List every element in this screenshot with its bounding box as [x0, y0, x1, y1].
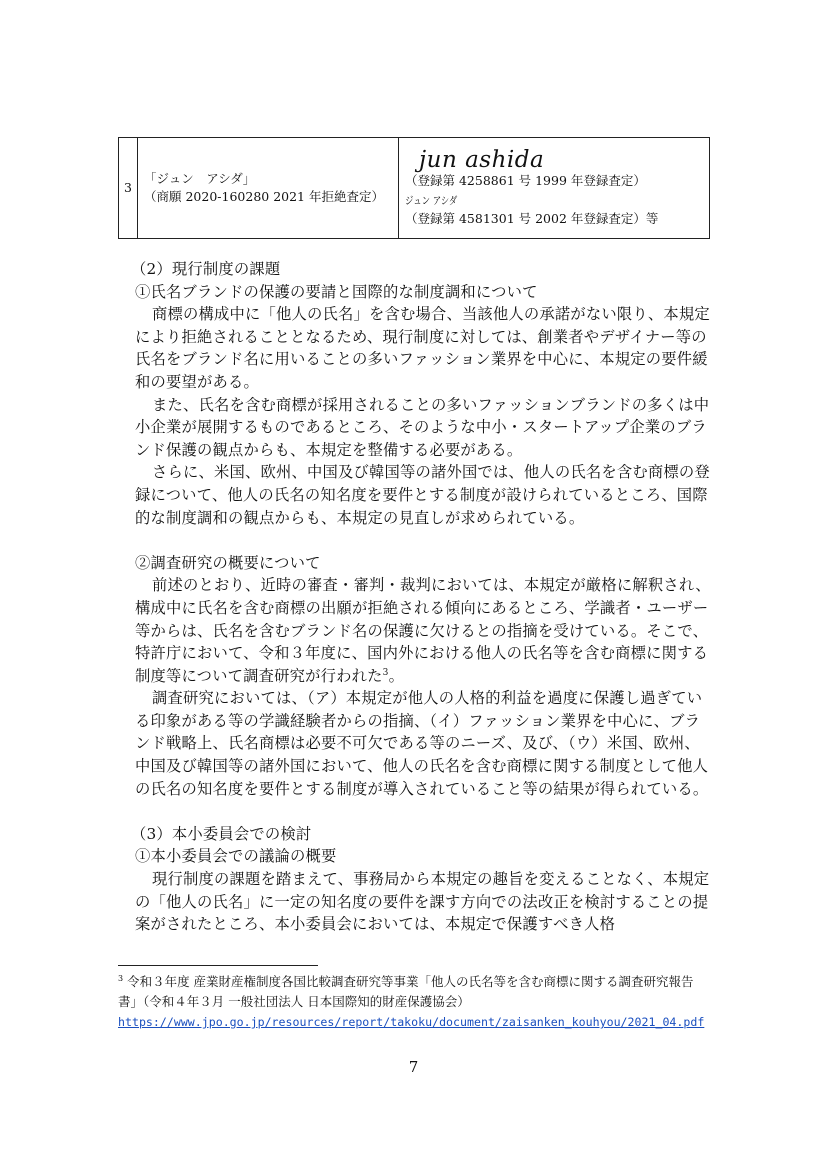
- section-heading-3: （3）本小委員会での検討: [131, 824, 312, 843]
- footnote-ref: 3: [382, 667, 389, 678]
- section-heading-2: （2）現行制度の課題: [131, 260, 281, 278]
- cited-marks-cell: [399, 138, 710, 239]
- subsection-heading-2-1: ①氏名ブランドの保護の要請と国際的な制度調和について: [135, 282, 538, 301]
- paragraph: 現行制度の課題を踏まえて、事務局から本規定の趣旨を変えることなく、本規定の「他人の氏名」に一定の知名度の要件を課す方向での法改正を検討することの提案がされたところ、本小委員会においては、本規定で保護すべき人格: [135, 870, 710, 934]
- footnote-text: 令和３年度 産業財産権制度各国比較調査研究等事業「他人の氏名等を含む商標に関する調査研究報告書」（令和４年３月 一般社団法人 日本国際知的財産保護協会）: [118, 974, 694, 1009]
- paragraph: [118, 574, 712, 687]
- registration-info-2: （登録第 4581301 号 2002 年登録査定）等: [405, 210, 659, 226]
- paragraph: 調査研究においては、（ア）本規定が他人の人格的利益を過度に保護し過ぎている印象がある等の学識経験者からの指摘、（イ）ファッション業界を中心に、ブランド戦略上、氏名商標は必要不可欠である等のニーズ、及び、（ウ）米国、欧州、中国及び韓国等の諸外国において、他人の氏名を含む商標に関する制度として他人の氏名の知名度を要件とする制度が導入されていること等の結果が得られている。: [135, 689, 709, 798]
- subsection-heading-3-1: ①本小委員会での議論の概要: [135, 847, 337, 866]
- paragraph: さらに、米国、欧州、中国及び韓国等の諸外国では、他人の氏名を含む商標の登録について、他人の氏名の知名度を要件とする制度が設けられているところ、国際的な制度調和の観点からも、本規定の見直しが求められている。: [135, 463, 710, 527]
- application-info: （商願 2020-160280 2021 年拒絶査定）: [144, 189, 384, 204]
- row-number: 3: [119, 138, 138, 239]
- body-text: [118, 258, 712, 936]
- applied-mark-name: 「ジュン アシダ」: [144, 170, 256, 186]
- footnote-mark: 3: [118, 973, 124, 983]
- footnote: [118, 972, 712, 1032]
- table-row: [119, 138, 710, 239]
- registration-info-1: （登録第 4258861 号 1999 年登録査定）: [405, 173, 646, 189]
- footnote-link[interactable]: https://www.jpo.go.jp/resources/report/takoku/document/zaisanken_kouhyou/2021_04.pdf: [118, 1015, 705, 1029]
- jun-ashida-logo: jun ashida: [419, 147, 545, 174]
- paragraph: また、氏名を含む商標が採用されることの多いファッションブランドの多くは中小企業が展開するものであるところ、そのような中小・スタートアップ企業のブランド保護の観点からも、本規定を整備する必要がある。: [135, 395, 710, 459]
- paragraph-end: 。: [388, 666, 405, 685]
- paragraph: 商標の構成中に「他人の氏名」を含む場合、当該他人の承諾がない限り、本規定により拒絶されることとなるため、現行制度に対しては、創業者やデザイナー等の氏名をブランド名に用いることの多いファッション業界を中心に、本規定の要件緩和の要望がある。: [135, 305, 710, 391]
- page-number: 7: [408, 1058, 419, 1076]
- trademark-table: [118, 137, 710, 239]
- subsection-heading-2-2: ②調査研究の概要について: [135, 553, 321, 572]
- kana-mark: ジュン アシダ: [405, 194, 458, 207]
- footnote-divider: [118, 965, 318, 966]
- paragraph-text: 前述のとおり、近時の審査・審判・裁判においては、本規定が厳格に解釈され、構成中に氏名を含む商標の出願が拒絶される傾向にあるところ、学識者・ユーザー等からは、氏名を含むブランド名の保護に欠けるとの指摘を受けている。そこで、特許庁において、令和３年度に、国内外における他人の氏名等を含む商標に関する制度等について調査研究が行われた: [135, 576, 711, 685]
- applied-mark-cell: [138, 138, 399, 239]
